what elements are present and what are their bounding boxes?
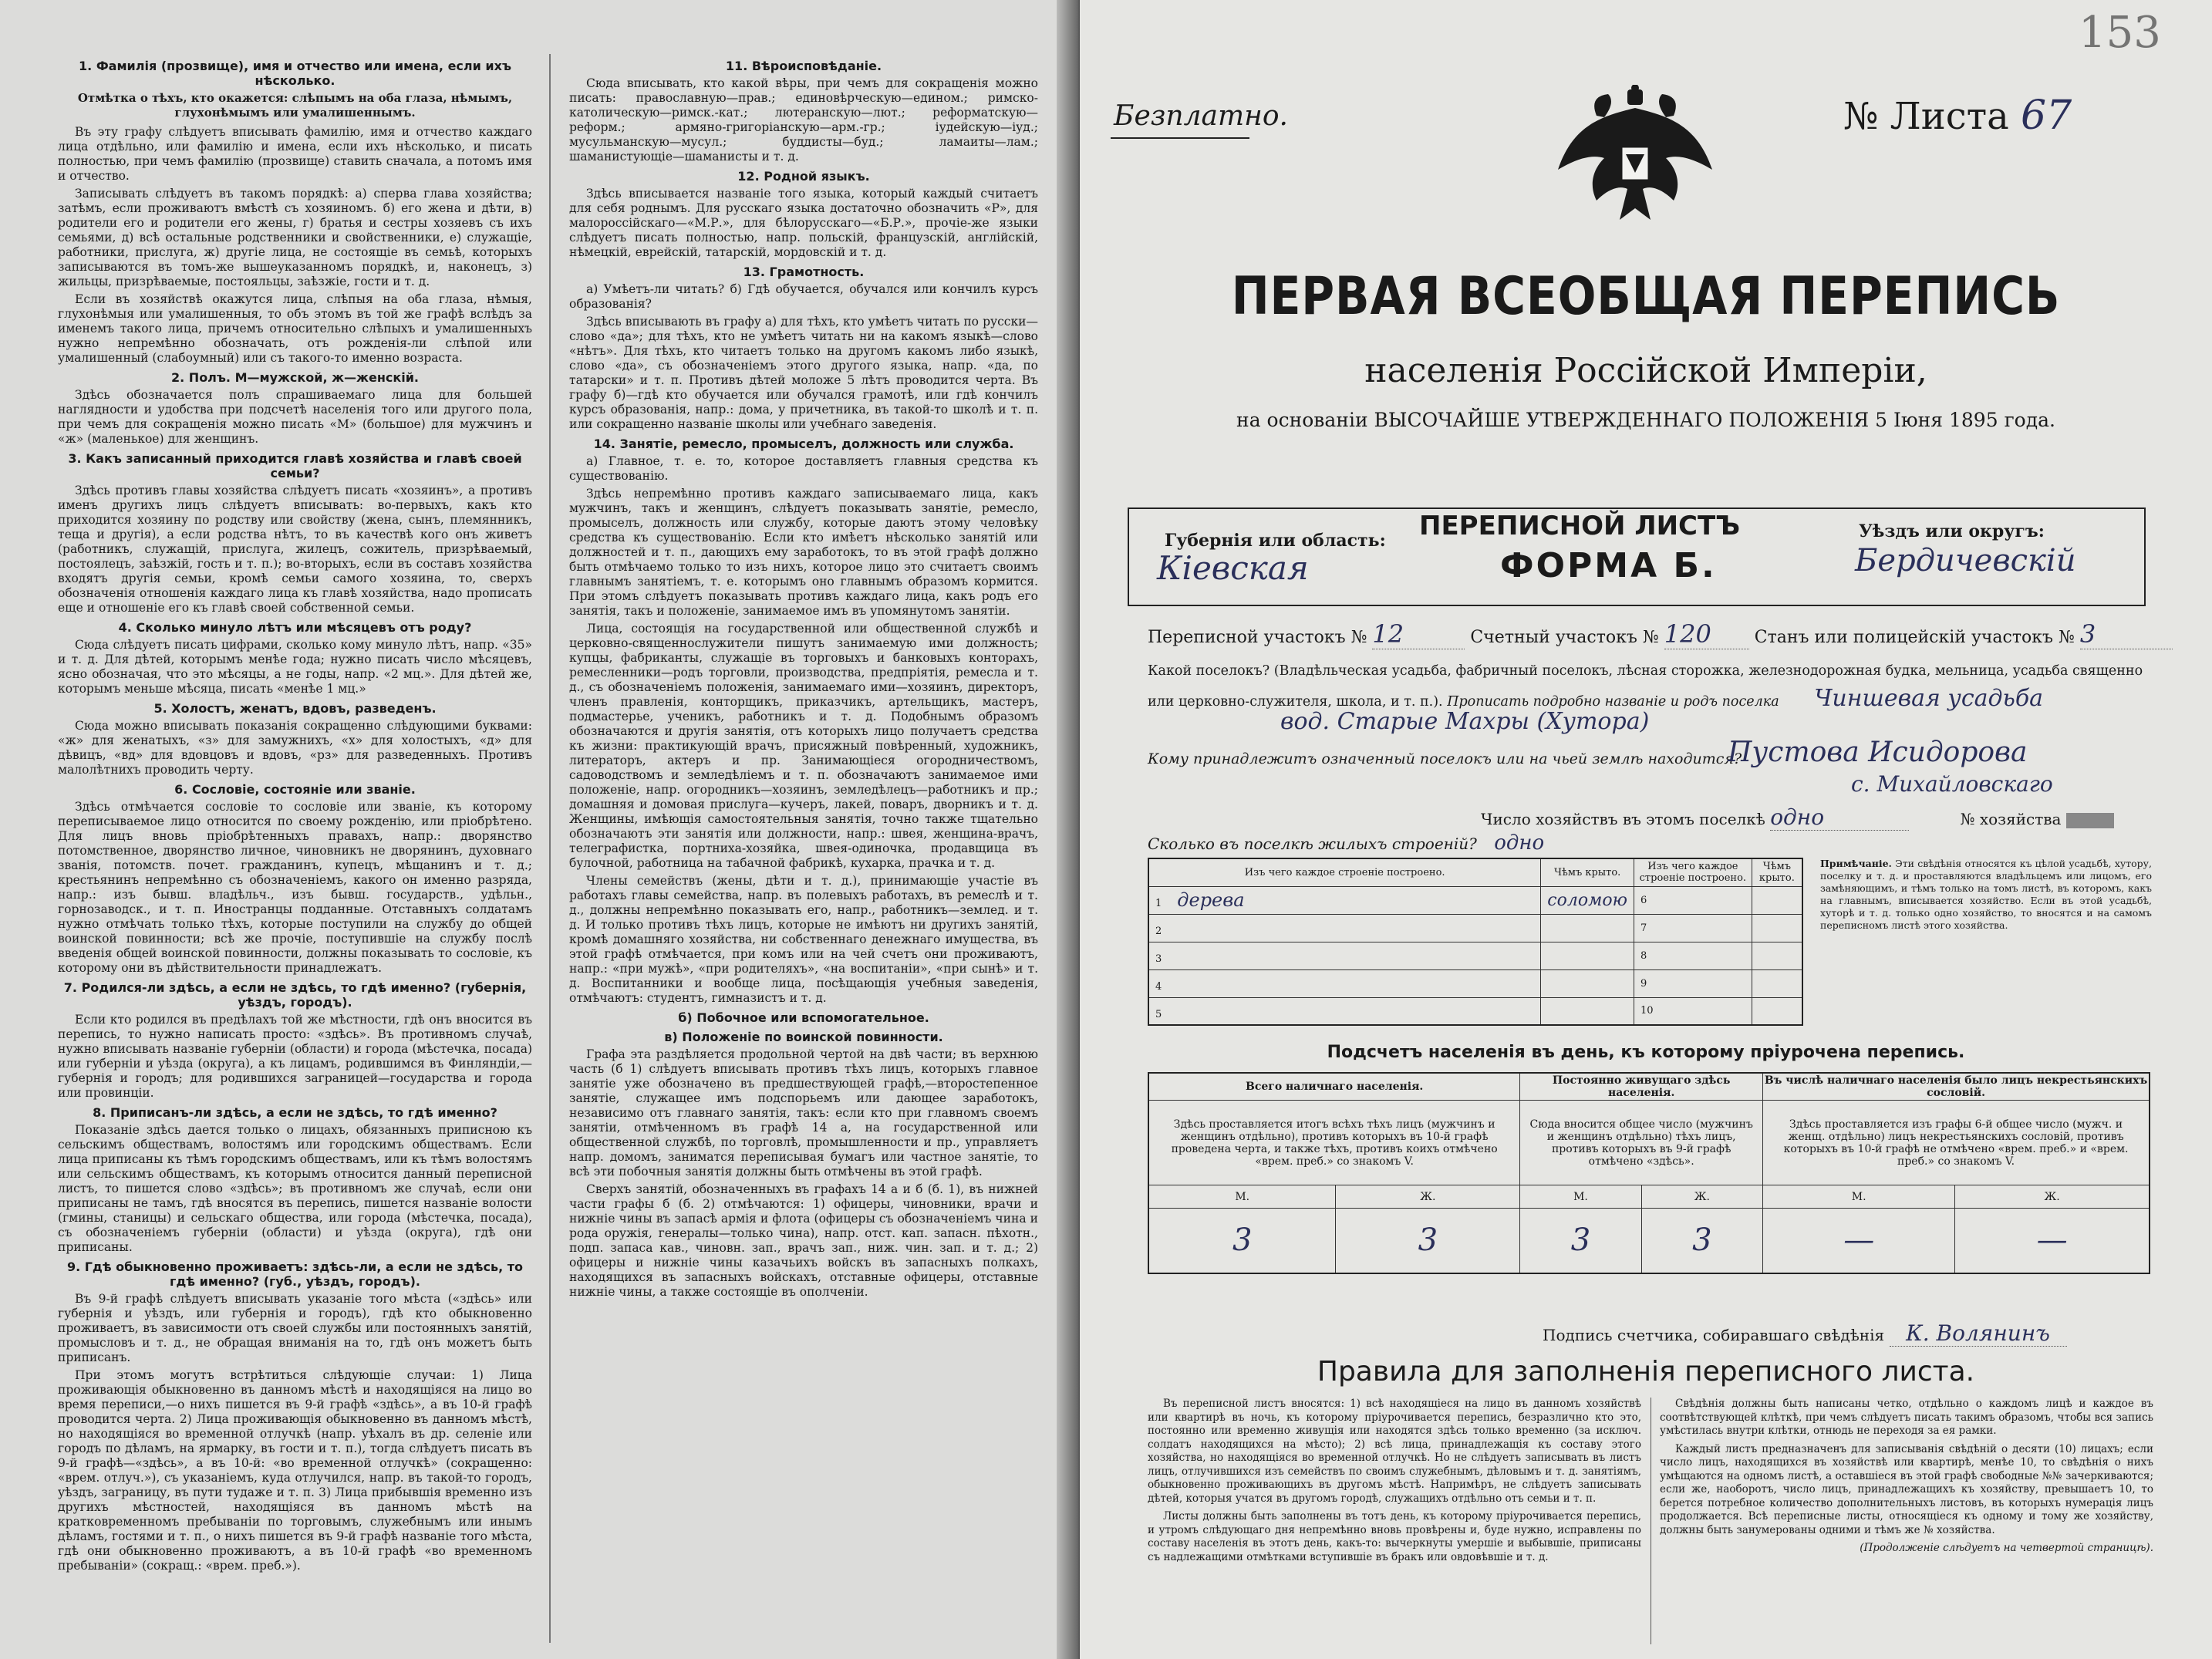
instruction-paragraph: Сверхъ занятій, обозначенныхъ въ графахъ 14 а и б (б. 1), въ нижней части графы б (б. 2) отмѣчаются: 1) офицеры, чиновники, врачи и нижніе чины въ запасѣ армія и флота (офицеры съ обозначеніемъ чина и рода оружія, генералы—только чина), напр. отст. кап. запасн. пѣхотн., подп. запаса кав., чиновн. зап., врачъ зап., ниж. чин. зап. и т. д.; 2) офицеры и нижніе чины казачьихъ войскъ въ запасныхъ полкахъ, находящихся въ запасныхъ войскахъ, отставные офицеры, отставные нижніе чины, а также состоящіе въ ополченіи. <box>569 1182 1038 1299</box>
dwelling-roof-empty <box>1752 997 1802 1025</box>
form-title: ПЕРЕПИСНОЙ ЛИСТЪ <box>1419 511 1741 541</box>
instruction-paragraph: Лица, состоящія на государственной или общественной службѣ и церковно-священнослужители пишутъ занимаемую ими должность; купцы, фабриканты, служащіе въ торговыхъ и банковыхъ конторахъ, ремесленники—родъ торговли, производства, предпріятія, ремесла и т. д., съ обозначеніемъ положенія, занимаемаго ими—хозяинъ, директоръ, членъ правленія, конторщикъ, приказчикъ, артельщикъ, мастеръ, подмастерье, ученикъ, работникъ и т. д. Подобнымъ образомъ обозначаются и другія занятія, отъ которыхъ лицо получаетъ средства къ жизни: практикующій врачъ, присяжный повѣренный, художникъ, литераторъ, актеръ и пр. Занимающіеся огородничествомъ, садоводствомъ и земледѣліемъ и т. п. обозначаютъ занимаемое ими положеніе, напр. огородникъ—хозяинъ, земледѣлецъ—работникъ и пр.; домашняя и домовая прислуга—кучеръ, лакей, поваръ, дворникъ и т. д. Женщины, имѣющія самостоятельныя занятія, точно также тщательно обозначаютъ эти занятія или должности, напр.: швея, женщина-врачъ, телеграфистка, портниха-хозяйка, швея-одиночка, продавщица въ булочной, работница на табачной фабрикѣ, кухарка, прачка и т. д. <box>569 622 1038 870</box>
dwellings-note <box>1820 858 2152 932</box>
instruction-paragraph: Записывать слѣдуетъ въ такомъ порядкѣ: а) сперва глава хозяйства; затѣмъ, если проживаютъ вмѣстѣ съ хозяиномъ. б) его жена и дѣти, в) родители его и родители его жены, г) братья и сестры хозяевъ съ ихъ семьями, д) всѣ остальные родственники и свойственники, е) служащіе, работники, прислуга, ж) другіе лица, не состоящіе въ семьѣ, которыхъ записываются въ томъ-же вышеуказанномъ порядкѣ, и, наконецъ, з) жильцы, призрѣваемые, постояльцы, заѣзжіе, гости и т. д. <box>58 187 532 288</box>
rules-left-column <box>1148 1398 1641 1564</box>
dwelling-material <box>1148 969 1541 997</box>
plot-value: 12 <box>1372 619 1465 649</box>
note-text: Эти свѣдѣнія относятся къ цѣлой усадьбѣ, хутору, поселку и т. д. и проставляются владѣльцемъ или лицомъ, его замѣняющимъ, и тѣмъ только на томъ листѣ, въ которомъ, какъ на главнымъ, вписывается хозяйство. Если въ этой усадьбѣ, хуторѣ и т. д. только одно хозяйство, то вносятся и на самомъ переписномъ листѣ этого хозяйства. <box>1820 858 2152 931</box>
owner-value-2: с. Михайловскаго <box>1851 771 2053 797</box>
instruction-heading: 12. Родной языкъ. <box>737 169 870 184</box>
count-nonpeasant-f-value: — <box>1955 1209 2150 1273</box>
plot-label: Переписной участокъ № <box>1148 628 1367 647</box>
dwelling-number: 10 <box>1634 997 1752 1025</box>
rules-right-column <box>1660 1398 2153 1556</box>
instruction-paragraph: Здѣсь вписывается названіе того языка, который каждый считаетъ для себя роднымъ. Для русскаго языка достаточно обозначить «Р», для малороссійскаго—«М.Р.», для бѣлорусскаго—«Б.Р.», прочіе-же языки слѣдуетъ писать полностью, напр. польскій, французскій, англійскій, нѣмецкій, еврейскій, татарскій, мордовскій и т. д. <box>569 187 1038 259</box>
instruction-paragraph: Сюда можно вписывать показанія сокращенно слѣдующими буквами: «ж» для женатыхъ, «з» для замужнихъ, «х» для холостыхъ, «д» для дѣвицъ, «вд» для вдовцовъ и вдовъ, «рз» для разведенныхъ. Противъ малолѣтнихъ проводить черту. <box>58 719 532 777</box>
count-col-total-text: Здѣсь проставляется итогъ всѣхъ тѣхъ лицъ (мужчинъ и женщинъ отдѣльно), противъ которыхъ въ 10-й графѣ проведена черта, и также тѣхъ, противъ коихъ отмѣчено «врем. преб.» со знакомъ V. <box>1148 1101 1520 1185</box>
dwelling-row <box>1148 969 1802 997</box>
dwelling-row <box>1148 942 1802 969</box>
dwelling-row <box>1148 914 1802 942</box>
instructions-column-1 <box>58 54 532 1576</box>
owner-question: Кому принадлежитъ означенный поселокъ или на чьей землѣ находится? <box>1148 750 1742 767</box>
instruction-heading: 8. Приписанъ-ли здѣсь, а если не здѣсь, то гдѣ именно? <box>93 1105 497 1120</box>
dwelling-number: 6 <box>1634 886 1752 914</box>
settlement-question <box>1148 657 2150 716</box>
instruction-paragraph: Въ эту графу слѣдуетъ вписывать фамилію, имя и отчество каждаго лица отдѣльно, или фамилію и имена, если ихъ нѣсколько, и писать полностью, при чемъ фамилію (прозвище) ставить сначала, а потомъ имя и отчество. <box>58 125 532 183</box>
dwelling-roof-empty <box>1752 942 1802 969</box>
instruction-paragraph: Показаніе здѣсь дается только о лицахъ, обязанныхъ приписною къ сельскимъ обществамъ, волостямъ или городскимъ обществамъ. Если лица приписаны къ тѣмъ городскимъ обществамъ, или къ тѣмъ волостямъ или сельскимъ обществамъ, къ которымъ относится данный переписной листъ, то пишется слово «здѣсь»; въ противномъ же случаѣ, если они приписаны не тамъ, гдѣ вносятся въ перепись, пишется названіе волости (гмины, станицы) и сельскаго общества, или города (мѣстечка, посада), съ обозначеніемъ губерніи (области) и уѣзда (округа), гдѣ они приписаны. <box>58 1123 532 1254</box>
rules-continued-note: (Продолженіе слѣдуетъ на четвертой страницѣ). <box>1860 1542 2153 1554</box>
count-permanent-m-label: М. <box>1520 1185 1641 1209</box>
form-subtitle: ФОРМА Б. <box>1500 546 1717 585</box>
instruction-paragraph: При этомъ могутъ встрѣтиться слѣдующіе случаи: 1) Лица проживающія обыкновенно въ данномъ мѣстѣ и находящіяся на лицо во время переписи,—о нихъ пишется въ 9-й графѣ «здѣсь», а въ 10-й графѣ проводится черта. 2) Лица проживающія обыкновенно въ данномъ мѣстѣ, но находящіяся во временной отлучкѣ (напр. уѣхалъ въ др. селеніе или городъ по дѣламъ, на ярмарку, въ гости и т. п.), тогда слѣдуетъ писать въ 9-й графѣ—«здѣсь», а въ 10-й: «во временной отлучкѣ» (сокращенно: «врем. отлуч.»), съ указаніемъ, куда отлучился, напр. въ такой-то городъ, уѣздъ, заграницу, въ пути тудаже и т. п. 3) Лица прибывшія временно изъ другихъ мѣстностей, находящіяся въ данномъ мѣстѣ на кратковременномъ пребываніи по торговымъ, служебнымъ или инымъ дѣламъ, гостями и т. п., о нихъ пишется въ 9-й графѣ названіе того мѣста, гдѣ они обыкновенно проживаютъ, а въ 10-й графѣ «во временномъ пребываніи» (сокращ.: «врем. преб.»). <box>58 1368 532 1573</box>
instruction-paragraph: а) Умѣетъ-ли читать? б) Гдѣ обучается, обучался или кончилъ курсъ образованія? <box>569 282 1038 311</box>
imperial-eagle-emblem-icon <box>1550 85 1720 239</box>
population-count-table <box>1148 1072 2150 1274</box>
dwelling-material <box>1148 914 1541 942</box>
instruction-heading: 7. Родился-ли здѣсь, а если не здѣсь, то гдѣ именно? (губернія, уѣздъ, городъ). <box>63 980 527 1010</box>
instruction-paragraph: Здѣсь непремѣнно противъ каждаго записываемаго лица, какъ мужчинъ, такъ и женщинъ, слѣдуетъ показывать занятіе, ремесло, промыселъ, должность или службу, которые даютъ этому человѣку средства къ существованію. Если кто имѣетъ нѣсколько занятій или должностей и т. п., дающихъ ему заработокъ, то въ этой графѣ должно быть отмѣчаемо только то изъ нихъ, которое лицо это считаетъ своимъ главнымъ занятіемъ, т. е. которымъ оно главнымъ образомъ кормится. При этомъ слѣдуетъ показывать противъ каждаго лица, какъ родъ его занятія, такъ и положеніе, занимаемое имъ въ упомянутомъ занятіи. <box>569 487 1038 618</box>
settlement-hint: Прописать подробно названіе и родъ поселка <box>1447 694 1779 710</box>
census-subtitle: населенія Россійской Имперіи, <box>1364 351 1927 390</box>
dwelling-material <box>1148 997 1541 1025</box>
dwelling-number: 4 <box>1155 981 1162 993</box>
archive-folio-number: 153 <box>2079 8 2161 58</box>
dw-header-roof-2: Чѣмъ крыто. <box>1752 858 1802 886</box>
signature-value: К. Волянинъ <box>1890 1320 2067 1347</box>
signature-label: Подпись счетчика, собиравшаго свѣдѣнія <box>1543 1326 1885 1344</box>
count-total-f-label: Ж. <box>1336 1185 1520 1209</box>
instruction-heading: 1. Фамилія (прозвище), имя и отчество или имена, если ихъ нѣсколько. <box>79 59 511 88</box>
gubernia-value: Кіевская <box>1157 549 1309 587</box>
rules-left-paragraph-2: Листы должны быть заполнены въ тотъ день, къ которому пріурочивается перепись, и утромъ слѣдующаго дня непремѣнно вновь провѣрены и, буде нужно, исправлены по составу населенія въ этотъ день, какъ-то: вычеркнуты умершіе и выбывшіе, приписаны съ надлежащими отмѣтками вступившіе въ бракъ или овдовѣвшіе и т. д. <box>1148 1510 1641 1563</box>
instruction-heading: 3. Какъ записанный приходится главѣ хозяйства и главѣ своей семьи? <box>68 451 522 481</box>
dwelling-number: 8 <box>1634 942 1752 969</box>
census-legal-basis: на основаніи ВЫСОЧАЙШЕ УТВЕРЖДЕННАГО ПОЛОЖЕНІЯ 5 Іюня 1895 года. <box>1236 409 2055 431</box>
dwelling-roof-empty <box>1752 914 1802 942</box>
count-permanent-f-value: 3 <box>1641 1209 1762 1273</box>
count-permanent-m-value: 3 <box>1520 1209 1641 1273</box>
dw-header-material-1: Изъ чего каждое строеніе построено. <box>1148 858 1541 886</box>
dwelling-roof <box>1541 942 1634 969</box>
household-count-label: Число хозяйствъ въ этомъ поселкѣ <box>1481 810 1765 828</box>
dwelling-row <box>1148 997 1802 1025</box>
uezd-label: Уѣздъ или округъ: <box>1859 521 2045 541</box>
settlement-question-text: Какой поселокъ? (Владѣльческая усадьба, фабричный поселокъ, лѣсная сторожка, железнодорожная будка, мельница, усадьба священно или церковно-служителя, школа, и т. п.). <box>1148 663 2143 710</box>
instruction-paragraph: Сюда вписывать, кто какой вѣры, при чемъ для сокращенія можно писать: православную—прав.; единовѣрческую—едином.; римско-католическую—римск.-кат.; лютеранскую—лют.; реформатскую—реформ.; армяно-григоріанскую—арм.-гр.; іудейскую—іуд.; мусульманскую—мусул.; буддисты—буд.; ламаиты—лам.; шаманистующіе—шаманисты и т. д. <box>569 76 1038 164</box>
dwellings-question: Сколько въ поселкѣ жилыхъ строеній? <box>1148 835 1477 853</box>
instruction-paragraph: Отмѣтка о тѣхъ, кто окажется: слѣпымъ на оба глаза, нѣмымъ, глухонѣмымъ или умалишеннымъ. <box>77 91 513 120</box>
instruction-paragraph: Здѣсь противъ главы хозяйства слѣдуетъ писать «хозяинъ», а противъ именъ другихъ лицъ слѣдуетъ вписывать: во-первыхъ, какъ кто приходится хозяину по родству или свойству (жена, сынъ, племянникъ, теща и другія), а если родства нѣтъ, то въ качествѣ кого онъ живетъ (работникъ, служащій, прислуга, жилецъ, сожитель, призрѣваемый, постоялецъ, заѣзжій, гость и т. п.); во-вторыхъ, если въ составъ хозяйства входятъ другія семьи, кромѣ семьи самого хозяина, то, сверхъ обозначенія отношенія каждаго лица къ главѣ хозяйства, надо прописать еще и отношеніе его къ главѣ своей собственной семьи. <box>58 484 532 615</box>
dwelling-number: 3 <box>1155 953 1162 965</box>
dwellings-row <box>1148 831 1544 855</box>
dwelling-roof-empty <box>1752 886 1802 914</box>
free-label: Безплатно. <box>1114 100 1288 132</box>
free-underline <box>1111 137 1249 139</box>
column-divider <box>549 54 551 1643</box>
count-nonpeasant-m-label: М. <box>1763 1185 1955 1209</box>
dwelling-material <box>1148 886 1541 914</box>
census-title: ПЕРВАЯ ВСЕОБЩАЯ ПЕРЕПИСЬ <box>1231 266 2061 327</box>
instruction-heading: 2. Полъ. М—мужской, ж—женскій. <box>171 370 419 385</box>
dwellings-table-body <box>1148 886 1802 1025</box>
dw-header-roof-1: Чѣмъ крыто. <box>1541 858 1634 886</box>
instruction-paragraph: Если кто родился въ предѣлахъ той же мѣстности, гдѣ онъ вносится въ перепись, то нужно написать просто: «здѣсь». Въ противномъ случаѣ, нужно вписывать названіе губерніи (области) и города (мѣстечка, посада) или губерніи и уѣзда (округа), а къ лицамъ, родившимся въ Финляндіи,—губернія и городъ; для родившихся заграницей—государства и города или провинціи. <box>58 1013 532 1100</box>
count-total-m-value: 3 <box>1148 1209 1336 1273</box>
dwellings-table <box>1148 858 1803 1026</box>
count-plot-value: 120 <box>1664 619 1749 649</box>
count-plot-label: Счетный участокъ № <box>1470 628 1659 647</box>
instruction-heading: б) Побочное или вспомогательное. <box>678 1010 929 1025</box>
instruction-heading: 4. Сколько минуло лѣтъ или мѣсяцевъ отъ роду? <box>118 620 472 635</box>
settlement-value-1: Чиншевая усадьба <box>1814 685 2044 712</box>
stan-label: Станъ или полицейскій участокъ № <box>1754 628 2075 647</box>
note-title: Примѣчаніе. <box>1820 858 1892 869</box>
dwelling-roof <box>1541 914 1634 942</box>
dwelling-material <box>1148 942 1541 969</box>
rules-left-paragraph-1: Въ переписной листъ вносятся: 1) всѣ находящіеся на лицо въ данномъ хозяйствѣ или квартирѣ въ ночь, къ которому пріурочивается перепись, безразлично кто это, постоянно или временно живущія или находятся здѣсь только временно (за исключ. солдатъ находящихся на мѣсто); 2) всѣ лица, принадлежащія къ составу этого хозяйства, но находящіяся во временной отлучкѣ. Но не слѣдуетъ записывать въ листъ лицъ, отлучившихся изъ семействъ по своимъ служебнымъ, дѣловымъ и т. д. занятіямъ, обыкновенно проживающихъ въ другомъ мѣстѣ. Напримѣръ, не слѣдуетъ записывать дѣтей, которыя учатся въ другомъ городѣ, служащихъ отдѣльно отъ семьи и т. п. <box>1148 1398 1641 1505</box>
plot-numbers-row <box>1148 619 2173 649</box>
instruction-paragraph: Если въ хозяйствѣ окажутся лица, слѣпыя на оба глаза, нѣмыя, глухонѣмыя или умалишенныя, то объ этомъ въ той же графѣ вслѣдъ за именемъ такого лица, причемъ относительно слѣпыхъ и умалишенныхъ нужно непремѣнно обозначать, отъ рожденія-ли слѣпой или умалишенный (слабоумный) или съ такого-то именно возраста. <box>58 292 532 365</box>
instruction-paragraph: Здѣсь отмѣчается сословіе то сословіе или званіе, къ которому переписываемое лицо относится по своему рожденію, или пріобрѣтено. Для лицъ вновь пріобрѣтенныхъ правахъ, напр.: дворянство потомственное, дворянство личное, чиновникъ не дворянинъ, духовнаго званія, потомств. почет. гражданинъ, купецъ, мѣщанинъ и т. д.; крестьянинъ непремѣнно съ обозначеніемъ, какого он именно разряда, напр.: изъ бывш. владѣльч., изъ бывш. государств., удѣльн., горнозаводск., и т. п. Иностранцы подданные. Отставныхъ солдатамъ нужно отмѣчать только тѣхъ, которые поступили на службу до общей воинской повинности; всѣ же прочіе, поступившіе на службу послѣ введенія общей воинской повинности, должны показывать то сословіе, къ которому они въ дѣйствительности принадлежатъ. <box>58 800 532 975</box>
count-total-f-value: 3 <box>1336 1209 1520 1273</box>
instruction-heading: 13. Грамотность. <box>743 265 865 279</box>
dwelling-roof <box>1541 969 1634 997</box>
rules-right-paragraph-2: Каждый листъ предназначенъ для записыванія свѣдѣній о десяти (10) лицахъ; если число лицъ, находящихся въ хозяйствѣ или квартирѣ, менѣе 10, то свѣдѣнія о нихъ умѣщаются на одномъ листѣ, а оставшіеся въ этой графѣ свободные №№ зачеркиваются; если же, наоборотъ, число лицъ, принадлежащихъ къ хозяйству, превышаетъ 10, то берется потребное количество дополнительныхъ листовъ, въ которыхъ нумерація лицъ продолжается. Всѣ переписные листы, относящіеся къ одному и тому же хозяйству, должны быть занумерованы одними и тѣмъ же № хозяйства. <box>1660 1442 2153 1536</box>
stan-value: 3 <box>2080 619 2173 649</box>
count-col-nonpeasant-title: Въ числѣ наличнаго населенія было лицъ некрестьянскихъ сословій. <box>1763 1073 2150 1101</box>
dwelling-roof <box>1541 997 1634 1025</box>
instruction-heading: в) Положеніе по воинской повинности. <box>664 1030 943 1044</box>
uezd-value: Бердичевскій <box>1855 543 2076 578</box>
owner-value-1: Пустова Исидорова <box>1728 737 2028 768</box>
rules-right-paragraph-1: Свѣдѣнія должны быть написаны четко, отдѣльно о каждомъ лицѣ и каждое въ соотвѣтствующей клѣткѣ, при чемъ слѣдуетъ писать такимъ образомъ, чтобы вся запись умѣстилась внутри клѣтки, отнюдь не переходя за ея рамки. <box>1660 1398 2153 1437</box>
census-form-page <box>1080 0 2212 1659</box>
instruction-paragraph: Члены семействъ (жены, дѣти и т. д.), принимающіе участіе въ работахъ главы семейства, напр. въ полевыхъ работахъ, въ ремеслѣ и т. д., должны непремѣнно показывать его, напр., работникъ—землед. и т. д. И только противъ тѣхъ лицъ, которые не имѣютъ ни другихъ занятій, кромѣ домашняго хозяйства, ни собственнаго денежнаго имущества, въ этой графѣ отмѣчается, при комъ или на чей счетъ они проживаютъ, напр.: «при мужѣ», «при родителяхъ», «на воспитаніи», «при сынѣ» и т. д. Воспитанники и вообще лица, посѣщающія учебныя заведенія, отмѣчаютъ: студентъ, гимназистъ и т. д. <box>569 874 1038 1005</box>
instruction-paragraph: Въ 9-й графѣ слѣдуетъ вписывать указаніе того мѣста («здѣсь» или губернія и уѣздъ, или губернія и городъ), гдѣ кто обыкновенно проживаетъ, въ зависимости отъ своей службы или постоянныхъ занятій, промысловъ и т. д., не обращая вниманія на то, гдѣ онъ можетъ быть приписанъ. <box>58 1292 532 1364</box>
dwelling-roof-empty <box>1752 969 1802 997</box>
instruction-heading: 6. Сословіе, состояніе или званіе. <box>174 782 416 797</box>
sheet-number <box>1843 93 2072 139</box>
dwelling-number: 7 <box>1634 914 1752 942</box>
instruction-heading: 11. Вѣроисповѣданіе. <box>725 59 882 73</box>
sheet-number-label: № Листа <box>1843 95 2009 138</box>
count-nonpeasant-m-value: — <box>1763 1209 1955 1273</box>
dwelling-row <box>1148 886 1802 914</box>
dw-header-material-2: Изъ чего каждое строеніе построено. <box>1634 858 1752 886</box>
instruction-heading: 14. Занятіе, ремесло, промыселъ, должность или служба. <box>593 437 1014 451</box>
rules-title: Правила для заполненія переписного листа. <box>1317 1356 1975 1388</box>
settlement-value-2: вод. Старые Махры (Хутора) <box>1280 708 1650 735</box>
instructions-column-2 <box>569 54 1038 1303</box>
instruction-heading: 5. Холостъ, женатъ, вдовъ, разведенъ. <box>153 701 437 716</box>
signature-row <box>1543 1320 2067 1347</box>
dwellings-value: одно <box>1494 831 1545 855</box>
population-count-title: Подсчетъ населенія въ день, къ которому пріурочена перепись. <box>1327 1043 1965 1062</box>
dwelling-number: 2 <box>1155 926 1162 937</box>
household-number-redacted <box>2066 813 2114 828</box>
gubernia-label: Губернія или область: <box>1165 531 1386 551</box>
dwelling-material-value: дерева <box>1177 889 1245 911</box>
household-count-value: одно <box>1770 804 1909 831</box>
count-col-permanent-text: Сюда вносится общее число (мужчинъ и женщинъ отдѣльно) тѣхъ лицъ, противъ которыхъ въ 9-й графѣ отмѣчено «здѣсь». <box>1520 1101 1763 1185</box>
instruction-paragraph: Графа эта раздѣляется продольной чертой на двѣ части; въ верхнюю часть (б 1) слѣдуетъ вписывать противъ тѣхъ лицъ, которыхъ главное занятіе уже обозначено въ предшествующей графѣ,—второстепенное занятіе, служащее имъ подспорьемъ или дающее заработокъ, независимо отъ главнаго занятія, такъ: если кто при главномъ своемъ занятіи, отмѣченномъ въ графѣ 14 а, на государственной или общественной службѣ, по торговлѣ, промышленности и пр., управляетъ напр. домомъ, заниматся переписывая бумагъ или частное занятіе, то всѣ эти побочныя занятія должны быть отмѣчены въ этой графѣ. <box>569 1047 1038 1178</box>
instruction-paragraph: а) Главное, т. е. то, которое доставляетъ главныя средства къ существованію. <box>569 454 1038 483</box>
sheet-number-value: 67 <box>2021 93 2072 139</box>
count-col-nonpeasant-text: Здѣсь проставляется изъ графы 6-й общее число (мужч. и женщ. отдѣльно) лицъ некрестьянскихъ сословій, противъ которыхъ въ 10-й графѣ не отмѣчено «врем. преб.» и «врем. преб.» со знакомъ V. <box>1763 1101 2150 1185</box>
count-nonpeasant-f-label: Ж. <box>1955 1185 2150 1209</box>
dwelling-number: 1 <box>1155 898 1162 909</box>
dwelling-number: 9 <box>1634 969 1752 997</box>
instruction-paragraph: Здѣсь обозначается полъ спрашиваемаго лица для большей наглядности и удобства при подсчетѣ населенія того или другого пола, при чемъ для сокращенія можно писать «М» (большое) для мужчинъ и «ж» (маленькое) для женщинъ. <box>58 388 532 446</box>
household-count-row <box>1481 804 2114 831</box>
instruction-heading: 9. Гдѣ обыкновенно проживаетъ: здѣсь-ли, а если не здѣсь, то гдѣ именно? (губ., уѣздъ, городъ). <box>66 1259 524 1289</box>
count-col-permanent-title: Постоянно живущаго здѣсь населенія. <box>1520 1073 1763 1101</box>
count-col-total-title: Всего наличнаго населенія. <box>1148 1073 1520 1101</box>
instruction-paragraph: Здѣсь вписывають въ графу а) для тѣхъ, кто умѣетъ читать по русски—слово «да»; для тѣхъ, кто не умѣетъ читать ни на какомъ языкѣ—слово «нѣтъ». Для тѣхъ, кто читаетъ только на другомъ какомъ либо языкѣ, слово «да», съ обозначеніемъ этого другого языка, напр. «да, по татарски» и т. п. Противъ дѣтей моложе 5 лѣтъ проводится черта. Въ графу б)—гдѣ кто обучается или обучался грамотѣ, или гдѣ кончилъ курсъ образованія, напр.: дома, у причетника, въ такой-то школѣ и т. п. или сокращенно названіе школы или учебнаго заведенія. <box>569 315 1038 431</box>
household-number-label: № хозяйства <box>1960 810 2062 828</box>
count-total-m-label: М. <box>1148 1185 1336 1209</box>
instruction-paragraph: Сюда слѣдуетъ писать цифрами, сколько кому минуло лѣтъ, напр. «35» и т. д. Для дѣтей, которымъ менѣе года; нужно писать число мѣсяцевъ, ясно обозначая, что это мѣсяцы, а не годы, напр. «2 мц.». Для дѣтей же, которымъ меньше мѣсяца, писать «менѣе 1 мц.» <box>58 638 532 696</box>
count-permanent-f-label: Ж. <box>1641 1185 1762 1209</box>
dwelling-number: 5 <box>1155 1008 1162 1020</box>
dwelling-roof: соломою <box>1541 886 1634 914</box>
